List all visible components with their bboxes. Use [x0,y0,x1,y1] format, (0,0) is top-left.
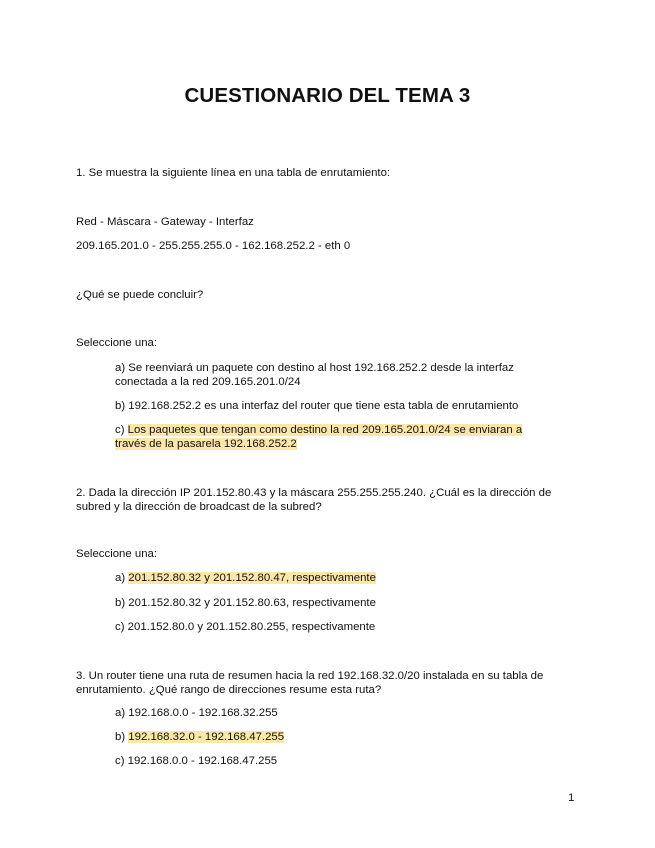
routing-table-row: 209.165.201.0 - 255.255.255.0 - 162.168.252.2 - eth 0 [76,240,351,252]
option-prefix: c) [115,621,128,633]
question-2-option-b [115,597,555,611]
question-1-prompt: 1. Se muestra la siguiente línea en una tabla de enrutamiento: [76,167,391,179]
option-prefix: b) [115,400,129,412]
option-text: 192.168.0.0 - 192.168.47.255 [127,755,278,767]
question-1-text: ¿Qué se puede concluir? [76,289,204,301]
question-2-select-label: Seleccione una: [76,548,158,560]
option-prefix: b) [115,731,129,743]
option-prefix: b) [115,597,129,609]
routing-table-header: Red - Máscara - Gateway - Interfaz [76,216,254,228]
question-3-prompt: 3. Un router tiene una ruta de resumen hacia la red 192.168.32.0/20 instalada en su tabla de enrutamiento. ¿Qué rango de direcciones resume esta ruta? [76,670,544,696]
option-text: 192.168.0.0 - 192.168.32.255 [128,707,278,719]
highlighted-answer: Los paquetes que tengan como destino la red 209.165.201.0/24 se enviaran a través de la pasarela 192.168.252.2 [115,424,523,450]
option-text: Se reenviará un paquete con destino al host 192.168.252.2 desde la interfaz conectada a la red 209.165.201.0/24 [115,362,514,388]
question-1-select-label: Seleccione una: [76,337,158,349]
option-prefix: a) [115,572,129,584]
question-3-option-b [115,731,555,745]
option-text: 192.168.252.2 es una interfaz del router que tiene esta tabla de enrutamiento [128,400,519,412]
question-2-prompt: 2. Dada la dirección IP 201.152.80.43 y la máscara 255.255.255.240. ¿Cuál es la dirección de subred y la dirección de broadcast de la subred? [76,487,552,513]
question-1-option-a [115,362,555,389]
question-1-option-c [115,424,555,451]
question-3-option-a [115,707,555,721]
highlighted-answer: 192.168.32.0 - 192.168.47.255 [128,731,285,743]
option-prefix: c) [115,424,128,436]
question-3-option-c [115,755,555,769]
question-2-option-c [115,621,555,635]
option-prefix: c) [115,755,128,767]
question-2-option-a [115,572,555,586]
highlighted-answer: 201.152.80.32 y 201.152.80.47, respectivamente [128,572,376,584]
page-title: CUESTIONARIO DEL TEMA 3 [184,84,471,107]
option-prefix: a) [115,707,129,719]
question-1-option-b [115,400,555,414]
option-text: 201.152.80.0 y 201.152.80.255, respectivamente [127,621,376,633]
option-text: 201.152.80.32 y 201.152.80.63, respectivamente [128,597,376,609]
option-prefix: a) [115,362,129,374]
page-number: 1 [568,792,575,804]
